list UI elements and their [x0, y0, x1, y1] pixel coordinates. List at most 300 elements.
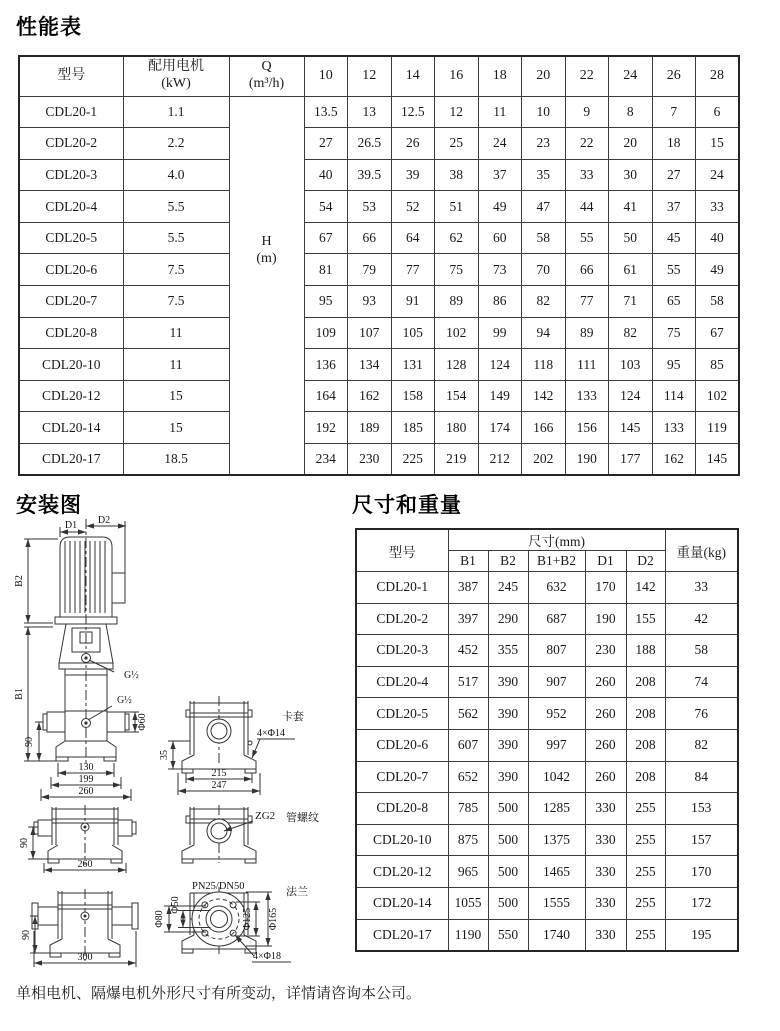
head-value-cell: 62 — [435, 222, 479, 254]
dim-label-300: 300 — [77, 952, 93, 963]
model-cell: CDL20-10 — [19, 349, 123, 381]
motor-kw-cell: 15 — [123, 412, 229, 444]
d1-cell: 260 — [585, 698, 626, 730]
model-cell: CDL20-14 — [19, 412, 123, 444]
motor-kw-cell: 5.5 — [123, 191, 229, 223]
head-value-cell: 25 — [435, 128, 479, 160]
motor-kw-cell: 2.2 — [123, 128, 229, 160]
b1b2-cell: 807 — [528, 635, 585, 667]
model-cell: CDL20-5 — [19, 222, 123, 254]
head-value-cell: 89 — [565, 317, 609, 349]
perf-row — [19, 317, 739, 349]
b2-cell: 390 — [488, 729, 528, 761]
head-value-cell: 102 — [435, 317, 479, 349]
d1-cell: 170 — [585, 572, 626, 604]
dims-row — [356, 793, 738, 825]
head-value-cell: 136 — [304, 349, 348, 381]
dim-label-35: 35 — [159, 750, 170, 760]
head-value-cell: 37 — [652, 191, 696, 223]
head-value-cell: 24 — [478, 128, 522, 160]
head-value-cell: 61 — [609, 254, 653, 286]
dims-subheader-cell: B1 — [448, 551, 488, 572]
dim-label-199: 199 — [78, 774, 94, 785]
head-value-cell: 107 — [348, 317, 392, 349]
dims-subheader-cell: D2 — [626, 551, 665, 572]
d2-cell: 255 — [626, 887, 665, 919]
flow-header-cell: 22 — [565, 56, 609, 96]
installation-section-title: 安装图 — [16, 494, 82, 517]
dim-label-90-mid: 90 — [19, 838, 30, 848]
head-value-cell: 60 — [478, 222, 522, 254]
dim-label-dia60: Φ60 — [137, 713, 148, 731]
flow-header-cell: 28 — [696, 56, 740, 96]
b1-cell: 562 — [448, 698, 488, 730]
head-value-cell: 219 — [435, 444, 479, 476]
model-cell: CDL20-7 — [19, 286, 123, 318]
weight-cell: 172 — [665, 887, 738, 919]
dims-row — [356, 856, 738, 888]
head-value-cell: 133 — [652, 412, 696, 444]
head-value-cell: 23 — [522, 128, 566, 160]
flow-header-cell: 14 — [391, 56, 435, 96]
head-value-cell: 91 — [391, 286, 435, 318]
model-cell: CDL20-5 — [356, 698, 448, 730]
b1-cell: 652 — [448, 761, 488, 793]
head-value-cell: 11 — [478, 96, 522, 128]
dims-row — [356, 572, 738, 604]
head-value-cell: 26.5 — [348, 128, 392, 160]
perf-row — [19, 96, 739, 128]
dim-label-90-bot: 90 — [21, 930, 32, 940]
weight-cell: 82 — [665, 729, 738, 761]
head-value-cell: 50 — [609, 222, 653, 254]
head-value-cell: 230 — [348, 444, 392, 476]
d1-cell: 330 — [585, 887, 626, 919]
head-value-cell: 7 — [652, 96, 696, 128]
d1-cell: 230 — [585, 635, 626, 667]
head-value-cell: 131 — [391, 349, 435, 381]
head-value-cell: 13.5 — [304, 96, 348, 128]
b1b2-cell: 952 — [528, 698, 585, 730]
callout-label-holes14: 4×Φ14 — [257, 728, 285, 739]
performance-table-body — [19, 96, 739, 475]
dim-label-dia80: Φ80 — [154, 910, 165, 928]
flow-header-line2: (m³/h) — [248, 76, 285, 92]
callout-label-clamp: 卡套 — [282, 711, 304, 723]
head-value-cell: 24 — [696, 159, 740, 191]
dims-model-header: 型号 — [356, 529, 448, 572]
dimensions-table-body — [356, 572, 738, 951]
perf-row — [19, 349, 739, 381]
head-value-cell: 71 — [609, 286, 653, 318]
head-value-cell: 166 — [522, 412, 566, 444]
b1b2-cell: 1285 — [528, 793, 585, 825]
model-cell: CDL20-17 — [19, 444, 123, 476]
dims-header-row — [356, 529, 738, 551]
head-value-cell: 38 — [435, 159, 479, 191]
head-value-cell: 9 — [565, 96, 609, 128]
head-value-cell: 12.5 — [391, 96, 435, 128]
dims-subheader-cell: B1+B2 — [528, 551, 585, 572]
d1-cell: 330 — [585, 919, 626, 951]
perf-row — [19, 222, 739, 254]
model-cell: CDL20-2 — [356, 603, 448, 635]
head-value-cell: 70 — [522, 254, 566, 286]
b2-cell: 245 — [488, 572, 528, 604]
head-value-cell: 67 — [304, 222, 348, 254]
b2-cell: 390 — [488, 666, 528, 698]
head-value-cell: 119 — [696, 412, 740, 444]
head-value-cell: 22 — [565, 128, 609, 160]
weight-cell: 33 — [665, 572, 738, 604]
model-cell: CDL20-6 — [19, 254, 123, 286]
b1-cell: 452 — [448, 635, 488, 667]
model-cell: CDL20-4 — [356, 666, 448, 698]
weight-cell: 58 — [665, 635, 738, 667]
head-value-cell: 99 — [478, 317, 522, 349]
installation-diagram — [14, 515, 350, 975]
b1b2-cell: 632 — [528, 572, 585, 604]
weight-cell: 42 — [665, 603, 738, 635]
dims-row — [356, 666, 738, 698]
model-cell: CDL20-2 — [19, 128, 123, 160]
head-unit-cell — [229, 96, 304, 475]
callout-label-pn: PN25/DN50 — [192, 881, 245, 892]
perf-row — [19, 191, 739, 223]
b1b2-cell: 1555 — [528, 887, 585, 919]
model-cell: CDL20-12 — [356, 856, 448, 888]
model-cell: CDL20-7 — [356, 761, 448, 793]
head-value-cell: 33 — [565, 159, 609, 191]
d2-cell: 208 — [626, 666, 665, 698]
dim-label-b1: B1 — [14, 688, 25, 700]
dims-row — [356, 729, 738, 761]
model-column-header: 型号 — [19, 56, 123, 96]
head-label-line: H — [261, 233, 272, 249]
d1-cell: 260 — [585, 761, 626, 793]
head-value-cell: 33 — [696, 191, 740, 223]
model-cell: CDL20-8 — [356, 793, 448, 825]
b1b2-cell: 1740 — [528, 919, 585, 951]
motor-column-header — [123, 56, 229, 96]
d1-cell: 190 — [585, 603, 626, 635]
head-value-cell: 77 — [565, 286, 609, 318]
flow-header-cell: 18 — [478, 56, 522, 96]
head-value-cell: 18 — [652, 128, 696, 160]
head-value-cell: 75 — [652, 317, 696, 349]
model-cell: CDL20-6 — [356, 729, 448, 761]
d2-cell: 255 — [626, 824, 665, 856]
motor-header-line2: (kW) — [161, 76, 191, 92]
perf-row — [19, 444, 739, 476]
head-value-cell: 49 — [478, 191, 522, 223]
head-value-cell: 202 — [522, 444, 566, 476]
port-label-g-half-top: G½ — [124, 670, 139, 681]
model-cell: CDL20-12 — [19, 380, 123, 412]
clamp-connection-drawing — [168, 696, 295, 795]
head-value-cell: 58 — [696, 286, 740, 318]
weight-cell: 157 — [665, 824, 738, 856]
dimensions-table — [355, 528, 739, 952]
dim-label-130: 130 — [78, 762, 94, 773]
head-value-cell: 185 — [391, 412, 435, 444]
model-cell: CDL20-14 — [356, 887, 448, 919]
head-value-cell: 156 — [565, 412, 609, 444]
dims-subheader-cell: B2 — [488, 551, 528, 572]
b2-cell: 390 — [488, 761, 528, 793]
perf-row — [19, 159, 739, 191]
b2-cell: 500 — [488, 793, 528, 825]
b1-cell: 875 — [448, 824, 488, 856]
head-value-cell: 109 — [304, 317, 348, 349]
motor-header-line1: 配用电机 — [148, 59, 204, 75]
flow-header-cell: 16 — [435, 56, 479, 96]
perf-row — [19, 412, 739, 444]
head-value-cell: 55 — [652, 254, 696, 286]
dims-group-header: 尺寸(mm) — [448, 529, 665, 551]
weight-cell: 74 — [665, 666, 738, 698]
d1-cell: 330 — [585, 793, 626, 825]
head-value-cell: 52 — [391, 191, 435, 223]
dims-row — [356, 824, 738, 856]
dim-label-90-main: 90 — [24, 737, 35, 747]
dim-label-dia165: Φ165 — [268, 907, 279, 931]
head-value-cell: 30 — [609, 159, 653, 191]
motor-kw-cell: 15 — [123, 380, 229, 412]
head-value-cell: 154 — [435, 380, 479, 412]
motor-kw-cell: 18.5 — [123, 444, 229, 476]
head-value-cell: 180 — [435, 412, 479, 444]
head-value-cell: 103 — [609, 349, 653, 381]
head-value-cell: 20 — [609, 128, 653, 160]
head-value-cell: 118 — [522, 349, 566, 381]
flow-header-cell: 10 — [304, 56, 348, 96]
head-value-cell: 40 — [696, 222, 740, 254]
dim-label-d1: D1 — [64, 520, 78, 531]
perf-header-row — [19, 56, 739, 96]
model-cell: CDL20-10 — [356, 824, 448, 856]
head-value-cell: 8 — [609, 96, 653, 128]
d1-cell: 260 — [585, 729, 626, 761]
head-value-cell: 6 — [696, 96, 740, 128]
head-value-cell: 105 — [391, 317, 435, 349]
head-value-cell: 51 — [435, 191, 479, 223]
model-cell: CDL20-1 — [19, 96, 123, 128]
head-value-cell: 162 — [652, 444, 696, 476]
b1-cell: 785 — [448, 793, 488, 825]
main-pump-drawing — [24, 519, 139, 801]
head-value-cell: 102 — [696, 380, 740, 412]
flow-header-cell: 20 — [522, 56, 566, 96]
pipe-thread-drawing — [182, 805, 256, 863]
b2-cell: 550 — [488, 919, 528, 951]
weight-cell: 76 — [665, 698, 738, 730]
head-value-cell: 85 — [696, 349, 740, 381]
dims-weight-header: 重量(kg) — [665, 529, 738, 572]
weight-cell: 153 — [665, 793, 738, 825]
performance-section-title: 性能表 — [16, 16, 82, 39]
d2-cell: 255 — [626, 856, 665, 888]
head-value-cell: 77 — [391, 254, 435, 286]
dims-subheader-cell: D1 — [585, 551, 626, 572]
head-value-cell: 40 — [304, 159, 348, 191]
head-value-cell: 66 — [348, 222, 392, 254]
perf-row — [19, 128, 739, 160]
dims-row — [356, 635, 738, 667]
head-value-cell: 73 — [478, 254, 522, 286]
head-value-cell: 145 — [696, 444, 740, 476]
model-cell: CDL20-17 — [356, 919, 448, 951]
head-value-cell: 49 — [696, 254, 740, 286]
dims-row — [356, 761, 738, 793]
head-value-cell: 89 — [435, 286, 479, 318]
b2-cell: 290 — [488, 603, 528, 635]
head-value-cell: 79 — [348, 254, 392, 286]
head-value-cell: 95 — [304, 286, 348, 318]
head-value-cell: 47 — [522, 191, 566, 223]
head-value-cell: 44 — [565, 191, 609, 223]
b1b2-cell: 907 — [528, 666, 585, 698]
head-value-cell: 35 — [522, 159, 566, 191]
head-value-cell: 12 — [435, 96, 479, 128]
head-value-cell: 15 — [696, 128, 740, 160]
motor-kw-cell: 7.5 — [123, 286, 229, 318]
flow-header-line1: Q — [261, 59, 272, 75]
d1-cell: 260 — [585, 666, 626, 698]
head-value-cell: 225 — [391, 444, 435, 476]
head-value-cell: 39.5 — [348, 159, 392, 191]
head-value-cell: 149 — [478, 380, 522, 412]
head-value-cell: 37 — [478, 159, 522, 191]
b1-cell: 1055 — [448, 887, 488, 919]
head-value-cell: 190 — [565, 444, 609, 476]
weight-cell: 170 — [665, 856, 738, 888]
dims-row — [356, 698, 738, 730]
d2-cell: 188 — [626, 635, 665, 667]
head-value-cell: 142 — [522, 380, 566, 412]
callout-label-flange: 法兰 — [286, 886, 308, 898]
dim-label-215: 215 — [211, 768, 227, 779]
motor-kw-cell: 4.0 — [123, 159, 229, 191]
d2-cell: 255 — [626, 793, 665, 825]
b1-cell: 607 — [448, 729, 488, 761]
weight-cell: 84 — [665, 761, 738, 793]
head-value-cell: 26 — [391, 128, 435, 160]
model-cell: CDL20-3 — [356, 635, 448, 667]
head-value-cell: 66 — [565, 254, 609, 286]
head-value-cell: 58 — [522, 222, 566, 254]
dim-label-dia50: Φ50 — [170, 896, 181, 914]
motor-kw-cell: 11 — [123, 317, 229, 349]
head-value-cell: 158 — [391, 380, 435, 412]
motor-kw-cell: 5.5 — [123, 222, 229, 254]
dims-row — [356, 887, 738, 919]
callout-label-holes18: 4×Φ18 — [253, 951, 281, 962]
port-label-g-half-mid: G½ — [117, 695, 132, 706]
model-cell: CDL20-3 — [19, 159, 123, 191]
b2-cell: 500 — [488, 824, 528, 856]
dimensions-section-title: 尺寸和重量 — [352, 494, 462, 517]
head-value-cell: 128 — [435, 349, 479, 381]
b1b2-cell: 997 — [528, 729, 585, 761]
head-value-cell: 174 — [478, 412, 522, 444]
footer-note: 单相电机、隔爆电机外形尺寸有所变动，详情请咨询本公司。 — [16, 986, 422, 1002]
flow-header-cell: 26 — [652, 56, 696, 96]
dims-row — [356, 603, 738, 635]
callout-label-thread: 管螺纹 — [286, 812, 319, 824]
head-value-cell: 13 — [348, 96, 392, 128]
dim-label-247: 247 — [211, 780, 227, 791]
head-value-cell: 234 — [304, 444, 348, 476]
head-value-cell: 82 — [609, 317, 653, 349]
weight-cell: 195 — [665, 919, 738, 951]
head-value-cell: 81 — [304, 254, 348, 286]
head-value-cell: 27 — [304, 128, 348, 160]
motor-kw-cell: 7.5 — [123, 254, 229, 286]
b1b2-cell: 687 — [528, 603, 585, 635]
head-value-cell: 114 — [652, 380, 696, 412]
dim-label-dia125: Φ125 — [242, 907, 253, 931]
head-value-cell: 65 — [652, 286, 696, 318]
callout-label-zg2: ZG2 — [255, 810, 276, 822]
b1-cell: 517 — [448, 666, 488, 698]
model-cell: CDL20-8 — [19, 317, 123, 349]
head-value-cell: 124 — [478, 349, 522, 381]
d2-cell: 208 — [626, 761, 665, 793]
b1-cell: 965 — [448, 856, 488, 888]
head-value-cell: 67 — [696, 317, 740, 349]
dim-label-260-main: 260 — [78, 786, 94, 797]
d2-cell: 142 — [626, 572, 665, 604]
d2-cell: 208 — [626, 729, 665, 761]
b1b2-cell: 1042 — [528, 761, 585, 793]
head-value-cell: 212 — [478, 444, 522, 476]
head-value-cell: 82 — [522, 286, 566, 318]
d2-cell: 255 — [626, 919, 665, 951]
b2-cell: 355 — [488, 635, 528, 667]
head-value-cell: 133 — [565, 380, 609, 412]
head-value-cell: 93 — [348, 286, 392, 318]
head-unit-line: (m) — [256, 251, 277, 267]
b1-cell: 397 — [448, 603, 488, 635]
perf-row — [19, 254, 739, 286]
head-value-cell: 75 — [435, 254, 479, 286]
head-value-cell: 134 — [348, 349, 392, 381]
head-value-cell: 145 — [609, 412, 653, 444]
dims-row — [356, 919, 738, 951]
dim-label-d2: D2 — [97, 515, 111, 526]
head-value-cell: 164 — [304, 380, 348, 412]
flow-column-header — [229, 56, 304, 96]
head-value-cell: 64 — [391, 222, 435, 254]
head-value-cell: 111 — [565, 349, 609, 381]
head-value-cell: 54 — [304, 191, 348, 223]
dim-label-b2: B2 — [14, 575, 25, 587]
head-value-cell: 189 — [348, 412, 392, 444]
head-value-cell: 55 — [565, 222, 609, 254]
d2-cell: 208 — [626, 698, 665, 730]
b1-cell: 1190 — [448, 919, 488, 951]
perf-row — [19, 380, 739, 412]
performance-table — [18, 55, 740, 476]
head-value-cell: 94 — [522, 317, 566, 349]
head-value-cell: 192 — [304, 412, 348, 444]
head-value-cell: 10 — [522, 96, 566, 128]
b2-cell: 500 — [488, 887, 528, 919]
head-value-cell: 124 — [609, 380, 653, 412]
head-value-cell: 86 — [478, 286, 522, 318]
d1-cell: 330 — [585, 856, 626, 888]
